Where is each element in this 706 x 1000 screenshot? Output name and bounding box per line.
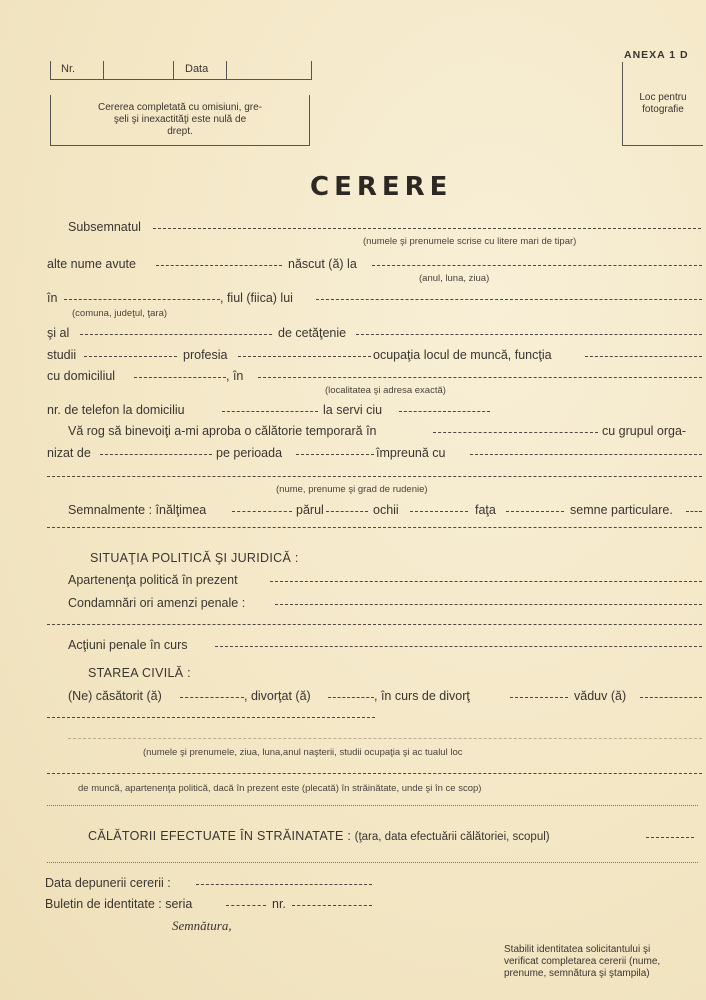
hint-name: (numele şi prenumele scrise cu litere mari de tipar) [363,236,577,247]
photo-label-2: fotografie [642,104,684,115]
row-subsemnatul [68,220,141,234]
mother-name-field[interactable] [80,334,272,335]
marks-line-2[interactable] [47,527,702,528]
nr-id-label: nr. [272,897,286,911]
si-al-label: şi al [47,326,70,340]
nr-label: Nr. [61,63,76,75]
hint-address: (localitatea şi adresa exactă) [325,385,446,396]
hair-field[interactable] [326,511,368,512]
semnalmente-label: Semnalmente : înălţimea [68,503,207,517]
cetatenie-label: de cetăţenie [278,326,347,340]
father-name-field[interactable] [316,299,702,300]
criminal-actions-field[interactable] [215,646,702,647]
convictions-field[interactable] [275,604,702,605]
period-field[interactable] [296,454,374,455]
registration-box [50,61,312,80]
convictions-line-2[interactable] [47,624,702,625]
birth-date-field[interactable] [372,265,702,266]
nizat-label: nizat de [47,446,91,460]
marks-field[interactable] [686,511,702,512]
studies-field[interactable] [84,356,177,357]
apartenenta-label: Apartenenţa politică în prezent [68,573,238,587]
work-phone-field[interactable] [399,411,490,412]
casatorit-label: (Ne) căsătorit (ă) [68,689,162,703]
hint-spouse: (numele şi prenumele, ziua, luna,anul naşterii, studii ocupaţia şi ac tualul loc [143,747,463,758]
fiul-label: , fiul (fiica) lui [220,291,293,305]
divorced-field[interactable] [328,697,374,698]
hint-relatives: (nume, prenume şi grad de rudenie) [276,484,428,495]
other-names-field[interactable] [156,265,282,266]
spouse-line-4[interactable] [47,805,698,806]
companions-field[interactable] [470,454,702,455]
telefon-label: nr. de telefon la domiciliu [47,403,185,417]
actiuni-label: Acţiuni penale în curs [68,638,188,652]
birth-place-field[interactable] [64,299,220,300]
political-heading: SITUAŢIA POLITICĂ ŞI JURIDICĂ : [90,551,299,565]
name-field[interactable] [153,228,701,229]
citizenship-field[interactable] [356,334,702,335]
serviciu-label: la servi ciu [323,403,383,417]
domiciliul-label: cu domiciliul [47,369,116,383]
alte-nume-label: alte nume avute [47,257,136,271]
annex-label: ANEXA 1 D [624,49,689,61]
spouse-line-1[interactable] [47,717,375,718]
notice-line-2: şeli şi inexactităţi este nulă de [113,114,247,125]
hint-spouse-2: de muncă, apartenenţa politică, dacă în prezent este (plecată) în străinătate, unde şi în ce scop) [78,783,482,794]
spouse-line-2[interactable] [68,738,702,739]
married-field[interactable] [180,697,244,698]
photo-label-1: Loc pentru [639,92,687,103]
verif-line-1: Stabilit identitatea solicitantului şi [504,944,651,955]
verif-line-2: verificat completarea cererii (nume, [504,956,661,967]
spouse-line-3[interactable] [47,773,702,774]
notice-line-3: drept. [167,126,193,137]
notice-line-1: Cererea completată cu omisiuni, gre- [98,102,262,113]
buletin-label: Buletin de identitate : seria [45,897,193,911]
in-curs-label: , în curs de divorţ [374,689,470,703]
destination-field[interactable] [433,432,598,433]
verif-line-3: prenume, semnătura şi ştampila) [504,968,650,979]
divortat-label: , divorţat (ă) [244,689,311,703]
in2-label: , în [226,369,244,383]
travels-hint: (ţara, data efectuării călătoriei, scopul) [354,831,550,843]
profession-field[interactable] [238,356,371,357]
profesia-label: profesia [183,348,228,362]
eyes-field[interactable] [410,511,468,512]
condamnari-label: Condamnări ori amenzi penale : [68,596,246,610]
signature-field[interactable] [258,930,358,931]
ochii-label: ochii [373,503,399,517]
widowed-field[interactable] [640,697,702,698]
residence-field[interactable] [134,377,226,378]
companions-line-2[interactable] [47,476,702,477]
in-label: în [47,291,58,305]
travels-heading: CĂLĂTORII EFECTUATE ÎN STRĂINATATE : [88,829,352,843]
studii-label: studii [47,348,77,362]
verification-note [504,944,660,980]
fata-label: faţa [475,503,496,517]
occupation-field[interactable] [585,356,702,357]
subsemnatul-label: Subsemnatul [68,220,141,234]
political-membership-field[interactable] [270,581,702,582]
data-depunerii-label: Data depunerii cererii : [45,876,171,890]
nullity-notice [50,95,310,146]
id-number-field[interactable] [292,905,372,906]
perioada-label: pe perioada [216,446,283,460]
id-series-field[interactable] [226,905,266,906]
submission-date-field[interactable] [196,884,372,885]
impreuna-label: împreună cu [376,446,446,460]
request-text: Vă rog să binevoiţi a-mi aproba o călătorie temporară în [68,424,377,438]
data-label: Data [185,63,209,75]
photo-box[interactable] [622,62,703,146]
hint-place: (comuna, judeţul, ţara) [72,308,168,319]
nascut-label: născut (ă) la [288,257,357,271]
civil-heading: STAREA CIVILĂ : [88,666,191,680]
semne-label: semne particulare. [570,503,673,517]
height-field[interactable] [232,511,292,512]
hint-date: (anul, luna, ziua) [419,273,490,284]
ocupatia-label: ocupaţia locul de muncă, funcţia [373,348,552,362]
travels-line-2[interactable] [47,862,698,863]
vaduv-label: văduv (ă) [574,689,627,703]
parul-label: părul [296,503,324,517]
address-field[interactable] [258,377,702,378]
travels-field[interactable] [646,837,694,838]
grup-label: cu grupul orga- [602,424,687,438]
home-phone-field[interactable] [222,411,318,412]
face-field[interactable] [506,511,564,512]
page-title: CERERE [310,172,453,202]
signature-label: Semnătura, [172,918,232,933]
divorcing-field[interactable] [510,697,568,698]
organizer-field[interactable] [100,454,212,455]
